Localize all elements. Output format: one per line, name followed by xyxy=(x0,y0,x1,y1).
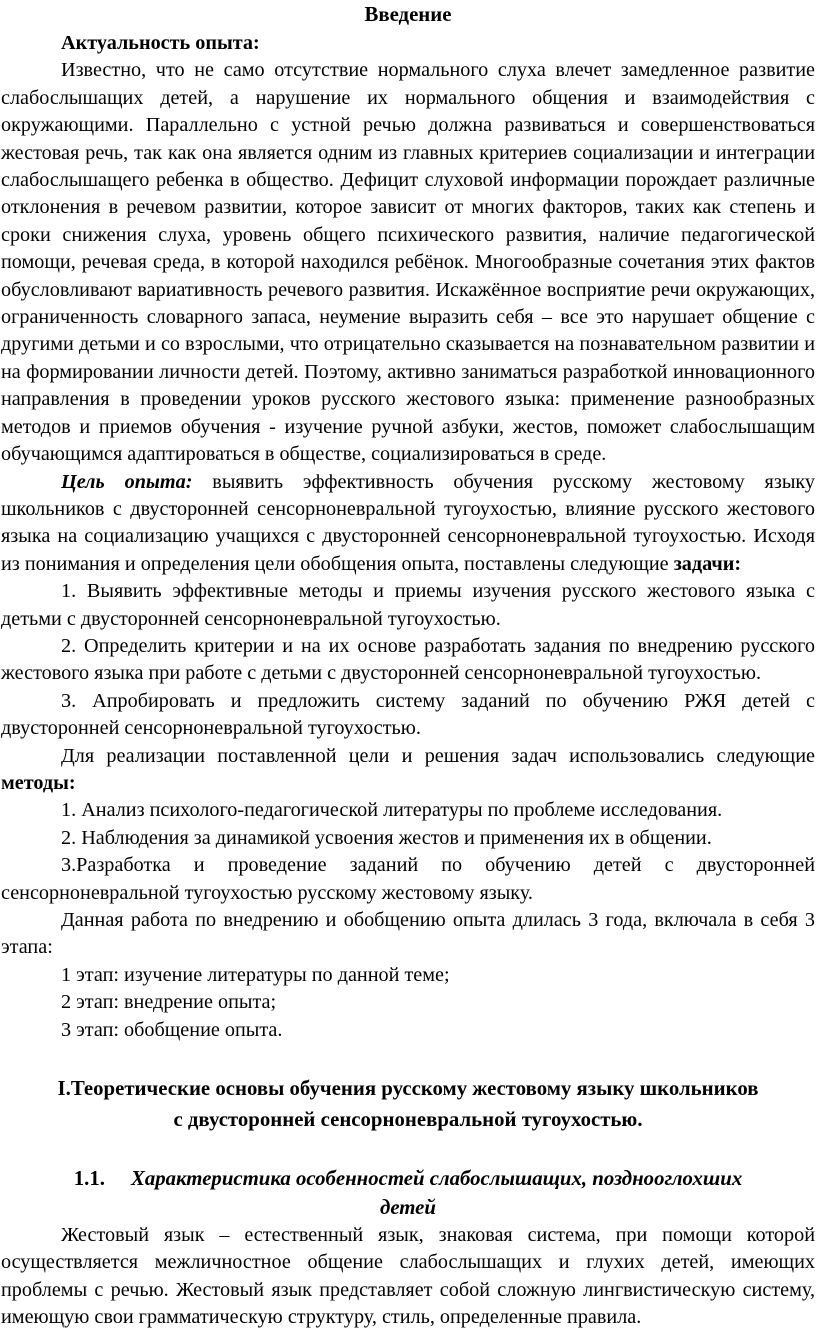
methods-label: методы: xyxy=(1,771,76,794)
stage-item-2: 2 этап: внедрение опыта; xyxy=(61,991,277,1014)
relevance-text: Известно, что не само отсутствие нормального слуха влечет замедленное развитие слабослышащих детей, а нарушение их нормального общения и взаимодействия с окружающими. Параллельно с устной речью должна развиваться и совершенствоваться жестовая речь, так как она является одним из главных критериев социализации и интеграции слабослышащего ребенка в общество. Дефицит слуховой информации порождает различные отклонения в речевом развитии, которое зависит от многих факторов, таких как степень и сроки снижения слуха, уровень общего психического развития, наличие педагогической помощи, речевая среда, в которой находился ребёнок. Многообразные сочетания этих фактов обусловливают вариативность речевого развития. Искажённое восприятие речи окружающих, ограниченность словарного запаса, неумение выразить себя – все это нарушает общение с другими детьми и со взрослыми, что отрицательно сказывается на познавательном развитии и на формировании личности детей. Поэтому, активно заниматься разработкой инновационного направления в проведении уроков русского жестового языка: применение разнообразных методов и приемов обучения - изучение ручной азбуки, жестов, поможет слабослышащим обучающимся адаптироваться в обществе, социализироваться в среде. xyxy=(1,59,815,466)
methods-paragraph xyxy=(1,743,815,798)
goal-label: Цель опыта: xyxy=(61,470,193,493)
page-title: Введение xyxy=(364,3,452,26)
goal-paragraph xyxy=(1,469,815,579)
subsection-paragraph: Жестовый язык – естественный язык, знаковая система, при помощи которой осуществляется межличностное общение слабослышащих и глухих детей, имеющих проблемы с речью. Жестовый язык представляет собой сложную лингвистическую систему, имеющую свои грамматическую структуру, стиль, определенные правила. xyxy=(1,1224,815,1329)
section-title: I.Теоретические основы обучения русскому жестовому языку школьников с двусторонней сенсорноневральной тугоухостью. xyxy=(57,1077,759,1132)
relevance-paragraph xyxy=(1,30,815,57)
stage-item-1: 1 этап: изучение литературы по данной теме; xyxy=(61,963,450,986)
stage-item-3: 3 этап: обобщение опыта. xyxy=(61,1018,283,1041)
stages-intro: Данная работа по внедрению и обобщению опыта длилась 3 года, включала в себя 3 этапа: xyxy=(1,909,815,959)
document-page xyxy=(1,0,815,1332)
subsection-title xyxy=(1,1164,815,1222)
method-item-3: 3.Разработка и проведение заданий по обучению детей с двусторонней сенсорноневральной тугоухостью русскому жестовому языку. xyxy=(1,854,815,904)
method-item-2: 2. Наблюдения за динамикой усвоения жестов и применения их в общении. xyxy=(61,826,712,849)
task-item-2: 2. Определить критерии и на их основе разработать задания по внедрению русского жестового языка при работе с детьми с двусторонней сенсорноневральной тугоухостью. xyxy=(1,634,815,685)
subsection-number: 1.1. xyxy=(73,1167,105,1191)
subsection-title-text: Характеристика особенностей слабослышащих, позднооглохших детей xyxy=(130,1167,743,1220)
goal-text: выявить эффективность обучения русскому жестовому языку школьников с двусторонней сенсорноневральной тугоухостью, влияние русского жестового языка на социализацию учащихся с двусторонней сенсорноневральной тугоухостью. Исходя из понимания и определения цели обобщения опыта, поставлены следующие xyxy=(1,470,815,575)
task-item-3: 3. Апробировать и предложить систему заданий по обучению РЖЯ детей с двусторонней сенсорноневральной тугоухостью. xyxy=(1,689,815,740)
method-item-1: 1. Анализ психолого-педагогической литературы по проблеме исследования. xyxy=(61,799,723,822)
methods-intro: Для реализации поставленной цели и решения задач использовались следующие xyxy=(61,744,815,767)
task-item-1: 1. Выявить эффективные методы и приемы изучения русского жестового языка с детьми с двусторонней сенсорноневральной тугоухостью. xyxy=(1,580,815,630)
tasks-label: задачи: xyxy=(673,552,742,575)
relevance-label: Актуальность опыта: xyxy=(61,32,260,54)
